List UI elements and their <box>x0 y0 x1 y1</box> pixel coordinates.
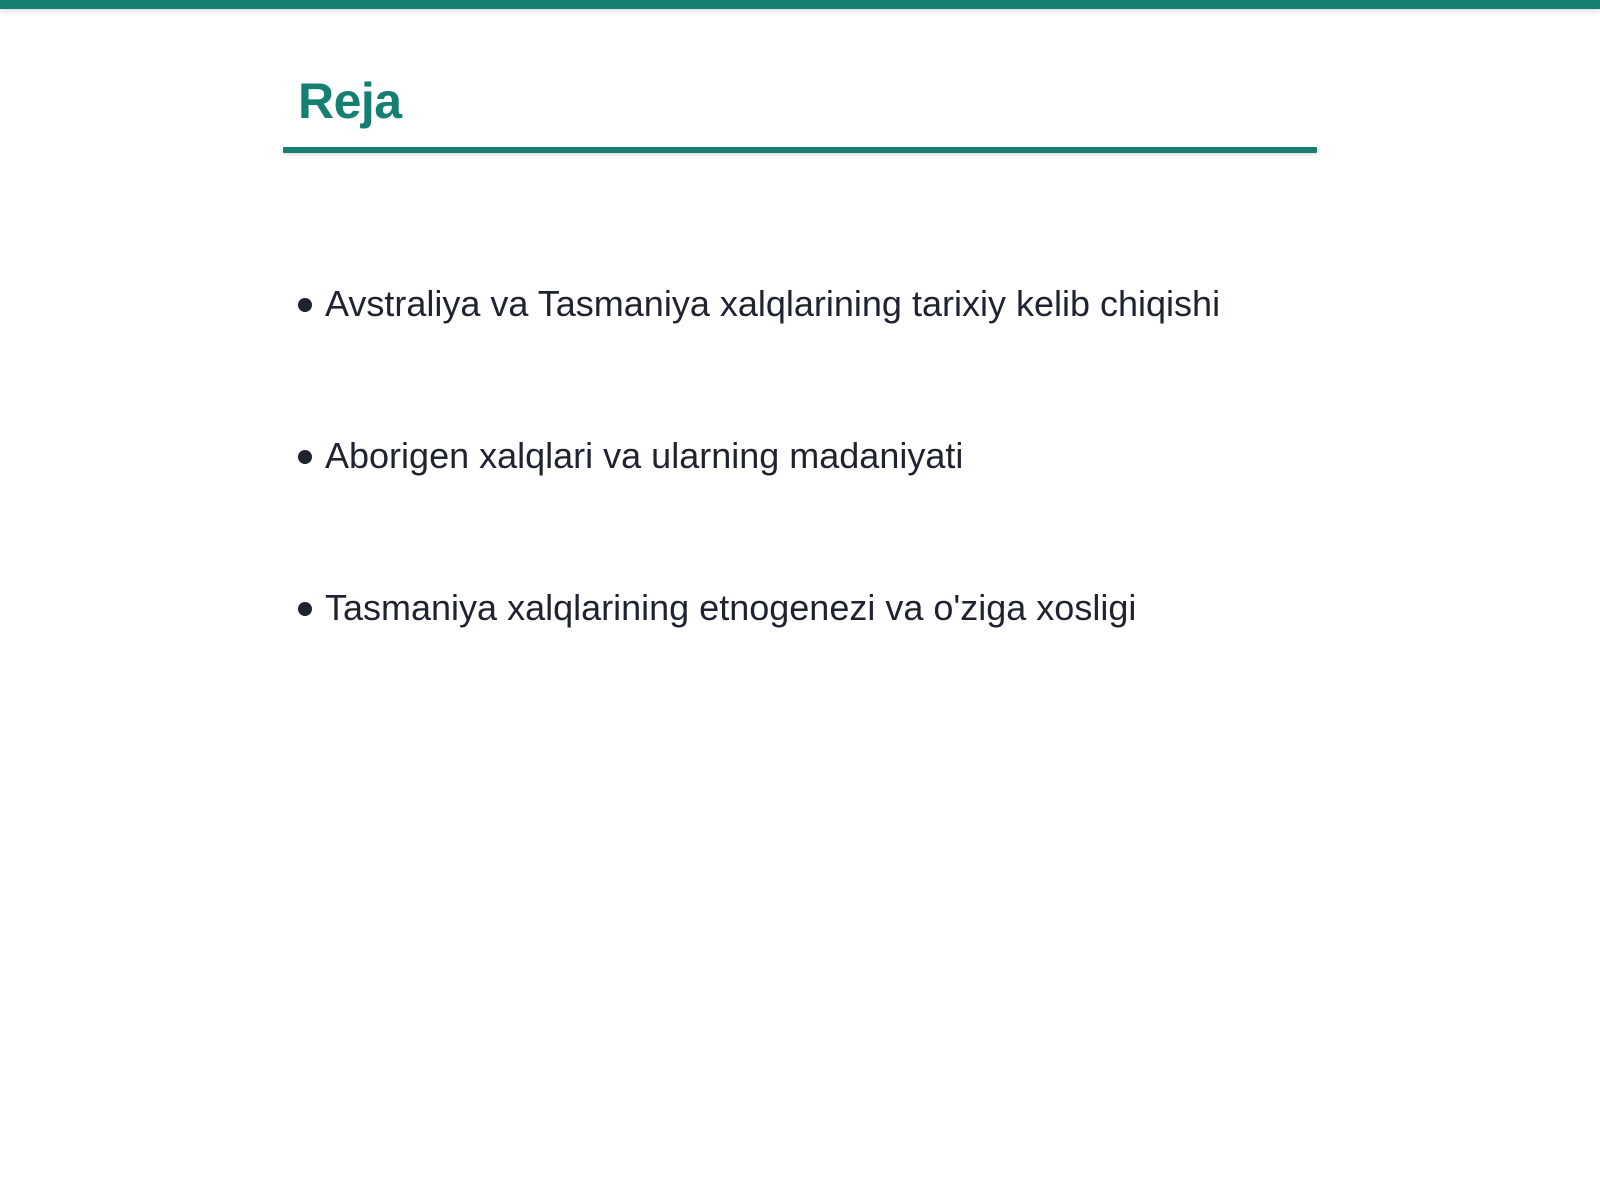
slide-title: Reja <box>298 73 402 129</box>
title-underline <box>283 147 1317 153</box>
bullet-icon <box>298 602 312 616</box>
bullet-text: Aborigen xalqlari va ularning madaniyati <box>325 435 964 476</box>
bullet-item <box>298 580 1220 732</box>
bullet-item <box>298 276 1220 428</box>
bullet-icon <box>298 298 312 312</box>
bullet-list <box>298 276 1220 732</box>
top-accent-bar <box>0 0 1600 9</box>
bullet-item <box>298 428 1220 580</box>
bullet-text: Avstraliya va Tasmaniya xalqlarining tarixiy kelib chiqishi <box>325 283 1221 324</box>
bullet-text: Tasmaniya xalqlarining etnogenezi va o'ziga xosligi <box>325 587 1137 628</box>
bullet-icon <box>298 450 312 464</box>
